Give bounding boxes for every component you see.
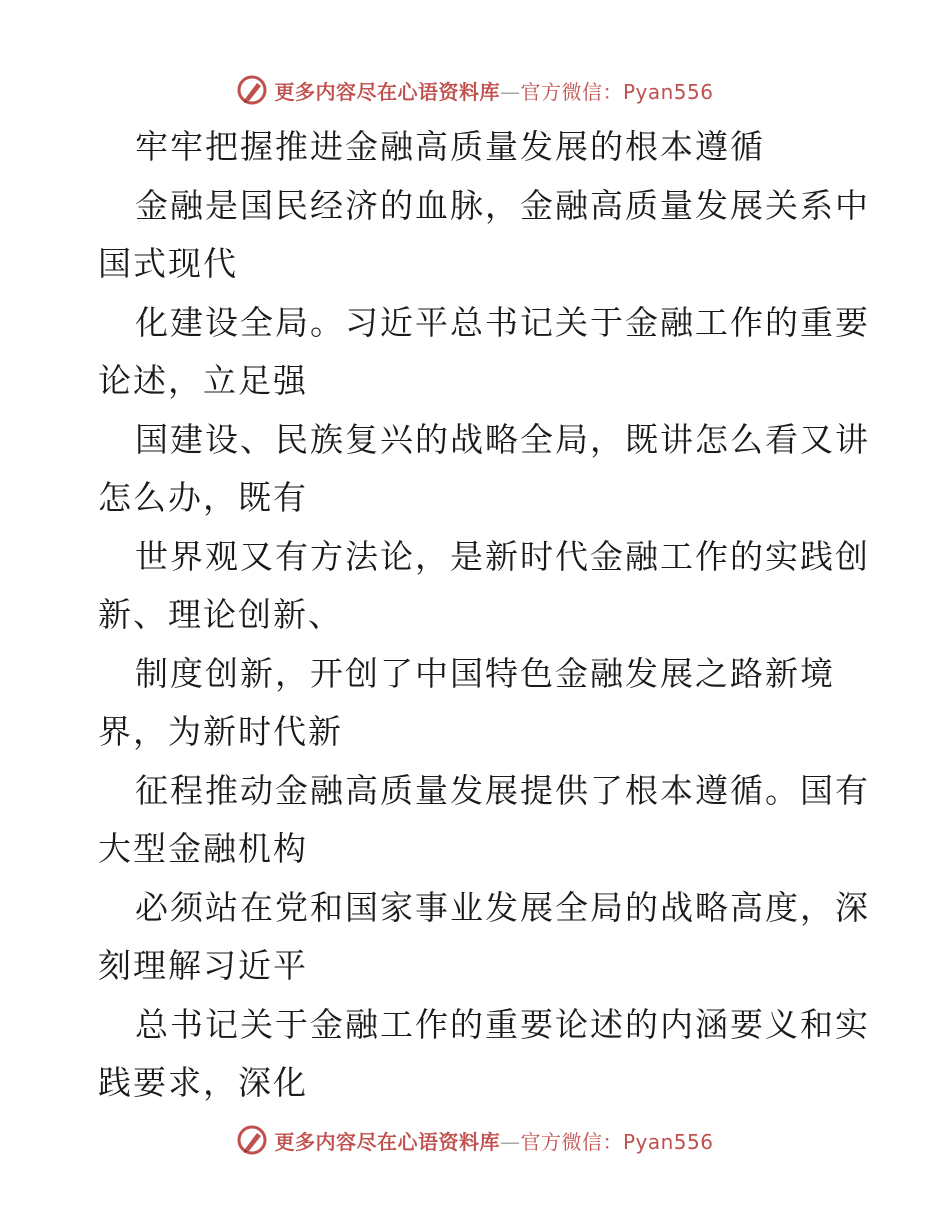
footer-brand	[236, 1124, 713, 1156]
document-body	[98, 118, 870, 1113]
page-header	[0, 70, 950, 110]
footer-brand-wechat: 官方微信：Pyan556	[520, 1129, 714, 1154]
header-brand-text	[274, 76, 713, 105]
paragraph-line: 国建设、民族复兴的战略全局，既讲怎么看又讲	[135, 419, 870, 459]
paragraph-line: 践要求，深化	[98, 1063, 308, 1102]
paragraph-line: 论述，立足强	[98, 361, 308, 400]
footer-brand-text	[274, 1126, 713, 1155]
paragraph-line: 征程推动金融高质量发展提供了根本遵循。国有	[135, 770, 870, 810]
header-brand-wechat: 官方微信：Pyan556	[520, 79, 714, 104]
paragraph-line: 化建设全局。习近平总书记关于金融工作的重要	[135, 302, 870, 342]
paragraph-line: 界，为新时代新	[98, 712, 343, 751]
footer-brand-main: 更多内容尽在心语资料库	[274, 1129, 500, 1154]
page-footer	[0, 1120, 950, 1160]
header-brand-separator: —	[499, 79, 521, 104]
pen-in-circle-logo-icon	[236, 1124, 268, 1156]
paragraph-line: 大型金融机构	[98, 829, 308, 868]
paragraph-line: 制度创新，开创了中国特色金融发展之路新境	[135, 653, 835, 693]
paragraph-line: 世界观又有方法论，是新时代金融工作的实践创	[135, 536, 870, 576]
paragraph-line: 金融是国民经济的血脉，金融高质量发展关系中	[135, 185, 870, 225]
footer-brand-separator: —	[499, 1129, 521, 1154]
pen-in-circle-logo-icon	[236, 74, 268, 106]
header-brand-main: 更多内容尽在心语资料库	[274, 79, 500, 104]
paragraph-line: 必须站在党和国家事业发展全局的战略高度，深	[135, 887, 870, 927]
paragraph-line: 国式现代	[98, 244, 238, 283]
header-brand	[236, 74, 713, 106]
paragraph-line: 总书记关于金融工作的重要论述的内涵要义和实	[135, 1004, 870, 1044]
paragraph-line: 刻理解习近平	[98, 946, 308, 985]
paragraph-line: 怎么办，既有	[98, 478, 308, 517]
document-title: 牢牢把握推进金融高质量发展的根本遵循	[135, 127, 765, 166]
paragraph-line: 新、理论创新、	[98, 595, 343, 634]
